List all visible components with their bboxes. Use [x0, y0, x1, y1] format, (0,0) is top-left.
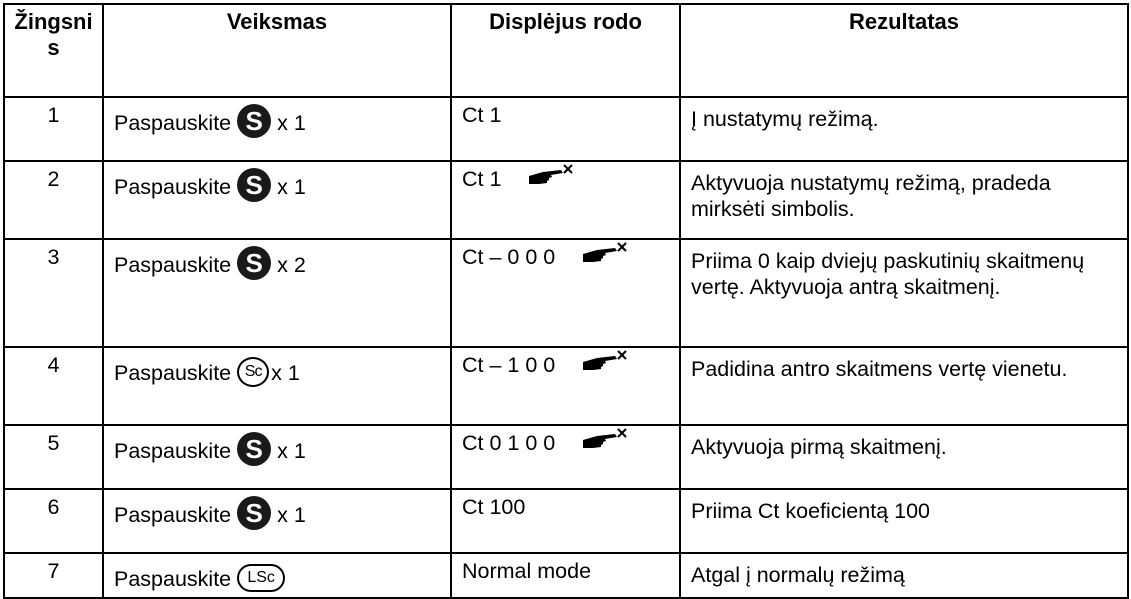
s-button-icon: S	[237, 432, 271, 466]
header-action: Veiksmas	[103, 4, 451, 97]
header-result: Rezultatas	[680, 4, 1128, 97]
header-step: Žingsnis	[4, 4, 103, 97]
step-number: 6	[4, 489, 103, 553]
display-text: Ct 1	[462, 167, 502, 191]
action-cell	[103, 347, 451, 425]
result-text: Priima 0 kaip dviejų paskutinių skaitmenų vertę. Aktyvuoja antrą skaitmenį.	[680, 239, 1128, 347]
result-text: Į nustatymų režimą.	[680, 97, 1128, 161]
s-button-icon: S	[237, 246, 271, 280]
action-cell	[103, 97, 451, 161]
pointing-hand-cross-icon	[581, 242, 629, 268]
table-row	[4, 161, 1128, 239]
s-button-icon: S	[237, 496, 271, 530]
display-cell	[451, 161, 680, 239]
lsc-button-icon: LSc	[237, 564, 285, 592]
press-count: x 1	[271, 361, 300, 385]
result-text: Priima Ct koeficientą 100	[680, 489, 1128, 553]
display-text: Ct – 0 0 0	[462, 245, 556, 269]
procedure-table-container	[3, 3, 1129, 599]
action-cell	[103, 553, 451, 598]
s-button-icon: S	[237, 104, 271, 138]
action-label: Paspauskite	[114, 503, 232, 527]
press-count: x 1	[277, 439, 306, 463]
press-count: x 1	[277, 111, 306, 135]
display-cell	[451, 239, 680, 347]
sc-button-icon: Sc	[237, 357, 269, 387]
header-display: Displėjus rodo	[451, 4, 680, 97]
display-cell	[451, 553, 680, 598]
table-row	[4, 425, 1128, 489]
display-text: Ct – 1 0 0	[462, 353, 556, 377]
header-row	[4, 4, 1128, 97]
action-label: Paspauskite	[114, 361, 232, 385]
display-cell	[451, 489, 680, 553]
press-count: x 2	[277, 253, 306, 277]
s-button-icon: S	[237, 168, 271, 202]
action-label: Paspauskite	[114, 439, 232, 463]
procedure-table	[3, 3, 1129, 599]
action-cell	[103, 161, 451, 239]
result-text: Atgal į normalų režimą	[680, 553, 1128, 598]
action-cell	[103, 425, 451, 489]
table-row	[4, 489, 1128, 553]
step-number: 4	[4, 347, 103, 425]
display-text: Ct 1	[462, 103, 502, 127]
step-number: 2	[4, 161, 103, 239]
display-cell	[451, 425, 680, 489]
press-count: x 1	[277, 503, 306, 527]
step-number: 5	[4, 425, 103, 489]
result-text: Aktyvuoja pirmą skaitmenį.	[680, 425, 1128, 489]
result-text: Aktyvuoja nustatymų režimą, pradeda mirksėti simbolis.	[680, 161, 1128, 239]
step-number: 7	[4, 553, 103, 598]
action-label: Paspauskite	[114, 111, 232, 135]
step-number: 3	[4, 239, 103, 347]
table-row	[4, 347, 1128, 425]
display-cell	[451, 97, 680, 161]
display-cell	[451, 347, 680, 425]
press-count: x 1	[277, 175, 306, 199]
pointing-hand-cross-icon	[527, 164, 575, 190]
display-text: Normal mode	[462, 559, 592, 583]
action-label: Paspauskite	[114, 175, 232, 199]
display-text: Ct 100	[462, 495, 526, 519]
step-number: 1	[4, 97, 103, 161]
table-row	[4, 97, 1128, 161]
action-cell	[103, 489, 451, 553]
action-label: Paspauskite	[114, 567, 232, 591]
result-text: Padidina antro skaitmens vertę vienetu.	[680, 347, 1128, 425]
table-row	[4, 553, 1128, 598]
action-cell	[103, 239, 451, 347]
action-label: Paspauskite	[114, 253, 232, 277]
table-row	[4, 239, 1128, 347]
pointing-hand-cross-icon	[581, 350, 629, 376]
pointing-hand-cross-icon	[581, 428, 629, 454]
display-text: Ct 0 1 0 0	[462, 431, 556, 455]
